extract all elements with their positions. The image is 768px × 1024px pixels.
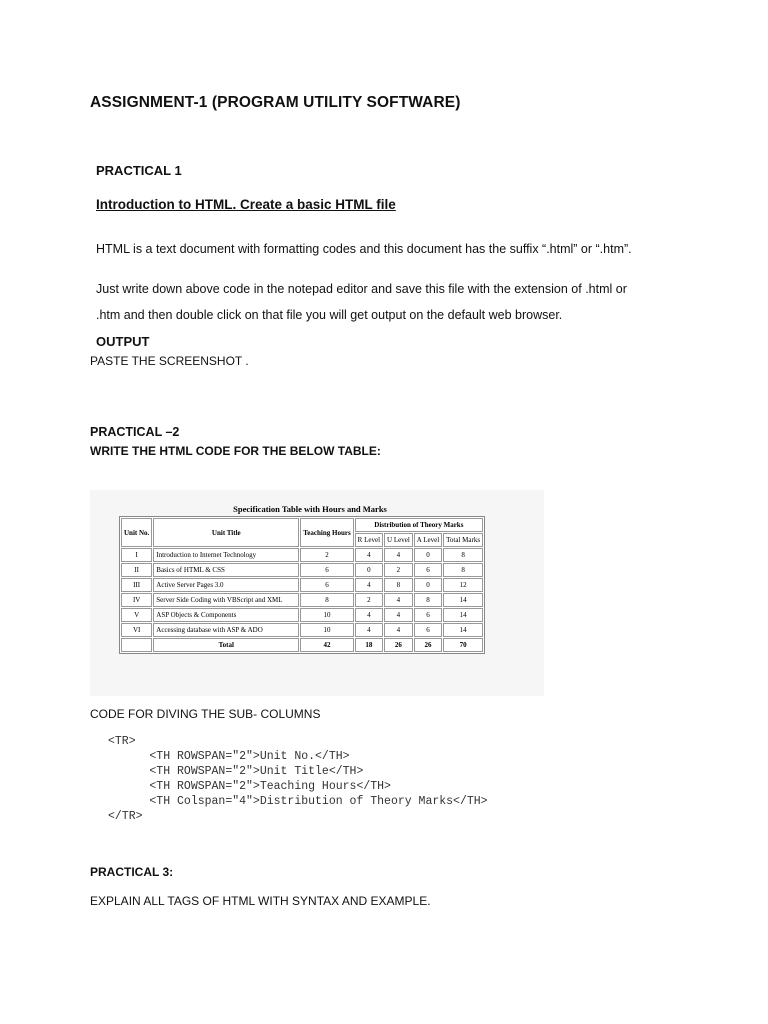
code-label: CODE FOR DIVING THE SUB- COLUMNS bbox=[90, 707, 321, 721]
paste-screenshot-label: PASTE THE SCREENSHOT . bbox=[90, 354, 249, 368]
table-cell: 2 bbox=[355, 593, 383, 607]
table-cell: 4 bbox=[355, 548, 383, 562]
table-cell: IV bbox=[121, 593, 152, 607]
practical-2-subheading: WRITE THE HTML CODE FOR THE BELOW TABLE: bbox=[90, 444, 381, 458]
table-cell: II bbox=[121, 563, 152, 577]
table-cell: 12 bbox=[443, 578, 483, 592]
table-cell: VI bbox=[121, 623, 152, 637]
practical-2-heading: PRACTICAL –2 bbox=[90, 425, 180, 439]
table-screenshot bbox=[90, 490, 544, 696]
table-row bbox=[121, 623, 483, 637]
table-cell: 4 bbox=[384, 548, 413, 562]
header-a-level: A Level bbox=[414, 533, 442, 547]
code-line: <TH Colspan="4">Distribution of Theory Marks</TH> bbox=[108, 795, 488, 808]
table-cell: 6 bbox=[414, 608, 442, 622]
table-cell: 6 bbox=[414, 623, 442, 637]
table-cell: 4 bbox=[355, 623, 383, 637]
table-cell: 0 bbox=[355, 563, 383, 577]
code-line: <TH ROWSPAN="2">Unit No.</TH> bbox=[108, 750, 350, 763]
table-cell: 10 bbox=[300, 623, 353, 637]
header-unit-no: Unit No. bbox=[121, 518, 152, 547]
table-cell: 8 bbox=[414, 593, 442, 607]
table-cell: 4 bbox=[355, 578, 383, 592]
table-row bbox=[121, 578, 483, 592]
table-cell: ASP Objects & Components bbox=[153, 608, 299, 622]
code-line: <TH ROWSPAN="2">Teaching Hours</TH> bbox=[108, 780, 391, 793]
header-u-level: U Level bbox=[384, 533, 413, 547]
table-cell: 8 bbox=[300, 593, 353, 607]
table-cell: 14 bbox=[443, 623, 483, 637]
header-teaching-hours: Teaching Hours bbox=[300, 518, 353, 547]
table-total-cell: 42 bbox=[300, 638, 353, 652]
practical-1-heading: PRACTICAL 1 bbox=[96, 163, 182, 178]
header-r-level: R Level bbox=[355, 533, 383, 547]
code-line: <TR> bbox=[108, 735, 136, 748]
table-cell: 0 bbox=[414, 578, 442, 592]
table-total-row bbox=[121, 638, 483, 652]
table-cell: 14 bbox=[443, 593, 483, 607]
table-total-cell: 18 bbox=[355, 638, 383, 652]
document-title: ASSIGNMENT-1 (PROGRAM UTILITY SOFTWARE) bbox=[90, 94, 461, 111]
table-cell: 8 bbox=[384, 578, 413, 592]
header-total-marks: Total Marks bbox=[443, 533, 483, 547]
practical-1-paragraph-3: .htm and then double click on that file you will get output on the default web browser. bbox=[96, 308, 563, 322]
table-cell: 6 bbox=[300, 563, 353, 577]
header-unit-title: Unit Title bbox=[153, 518, 299, 547]
code-block bbox=[108, 734, 488, 824]
table-row bbox=[121, 593, 483, 607]
table-total-cell: 26 bbox=[384, 638, 413, 652]
table-cell: V bbox=[121, 608, 152, 622]
output-label: OUTPUT bbox=[96, 334, 150, 349]
table-cell: Introduction to Internet Technology bbox=[153, 548, 299, 562]
table-cell: 6 bbox=[300, 578, 353, 592]
specification-table bbox=[119, 516, 485, 654]
table-total-cell: Total bbox=[153, 638, 299, 652]
practical-1-subheading: Introduction to HTML. Create a basic HTML file bbox=[96, 197, 396, 212]
table-cell: 0 bbox=[414, 548, 442, 562]
table-cell: I bbox=[121, 548, 152, 562]
table-cell: 4 bbox=[384, 623, 413, 637]
table-total-cell: 26 bbox=[414, 638, 442, 652]
practical-3-heading: PRACTICAL 3: bbox=[90, 865, 174, 879]
header-distribution: Distribution of Theory Marks bbox=[355, 518, 483, 532]
table-cell: 8 bbox=[443, 548, 483, 562]
table-cell: 10 bbox=[300, 608, 353, 622]
practical-1-paragraph-2: Just write down above code in the notepad editor and save this file with the extension of .html or bbox=[96, 282, 627, 296]
table-cell: Active Server Pages 3.0 bbox=[153, 578, 299, 592]
table-body bbox=[121, 548, 483, 652]
table-cell: Server Side Coding with VBScript and XML bbox=[153, 593, 299, 607]
table-total-cell bbox=[121, 638, 152, 652]
code-line: </TR> bbox=[108, 810, 143, 823]
table-cell: 14 bbox=[443, 608, 483, 622]
table-cell: 4 bbox=[384, 608, 413, 622]
table-cell: 4 bbox=[355, 608, 383, 622]
table-row bbox=[121, 563, 483, 577]
table-cell: 4 bbox=[384, 593, 413, 607]
practical-1-paragraph-1: HTML is a text document with formatting codes and this document has the suffix “.html” or “.htm”. bbox=[96, 242, 632, 256]
table-caption: Specification Table with Hours and Marks bbox=[233, 504, 387, 514]
practical-3-subheading: EXPLAIN ALL TAGS OF HTML WITH SYNTAX AND EXAMPLE. bbox=[90, 894, 431, 908]
table-row bbox=[121, 608, 483, 622]
table-cell: Accessing database with ASP & ADO bbox=[153, 623, 299, 637]
table-row bbox=[121, 548, 483, 562]
table-cell: 2 bbox=[300, 548, 353, 562]
table-cell: 8 bbox=[443, 563, 483, 577]
table-cell: 6 bbox=[414, 563, 442, 577]
table-total-cell: 70 bbox=[443, 638, 483, 652]
table-cell: 2 bbox=[384, 563, 413, 577]
table-cell: III bbox=[121, 578, 152, 592]
code-line: <TH ROWSPAN="2">Unit Title</TH> bbox=[108, 765, 364, 778]
table-cell: Basics of HTML & CSS bbox=[153, 563, 299, 577]
